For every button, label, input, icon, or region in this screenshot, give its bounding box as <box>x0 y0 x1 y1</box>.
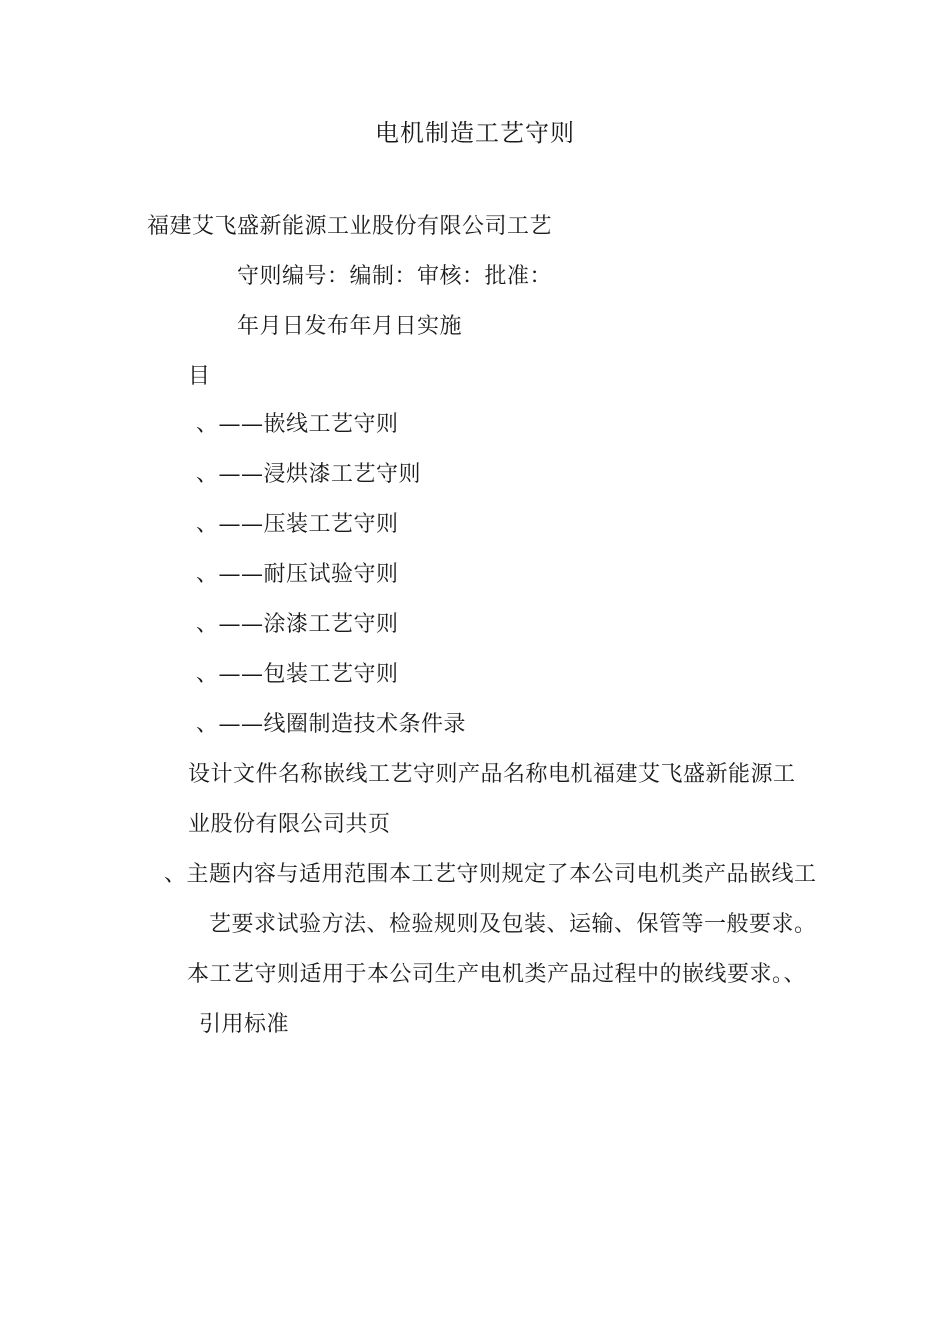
signature-line: 守则编号：编制：审核：批准： <box>237 264 553 289</box>
design-info-line-continued: 业股份有限公司共页 <box>188 812 391 837</box>
section-references-heading: 引用标准 <box>199 1012 290 1037</box>
design-info-line: 设计文件名称嵌线工艺守则产品名称电机福建艾飞盛新能源工 <box>188 762 796 787</box>
company-line: 福建艾飞盛新能源工业股份有限公司工艺 <box>147 214 553 239</box>
document-title: 电机制造工艺守则 <box>375 119 575 147</box>
toc-item: 、——浸烘漆工艺守则 <box>196 462 422 487</box>
date-line: 年月日发布年月日实施 <box>237 314 463 339</box>
toc-item: 、——压装工艺守则 <box>196 512 399 537</box>
toc-item: 、——耐压试验守则 <box>196 562 399 587</box>
section-scope-line-continued: 艺要求试验方法、检验规则及包装、运输、保管等一般要求。 <box>209 912 817 937</box>
section-scope-applicability: 本工艺守则适用于本公司生产电机类产品过程中的嵌线要求。、 <box>187 962 807 987</box>
toc-item: 、——包装工艺守则 <box>196 662 399 687</box>
toc-item: 、——线圈制造技术条件录 <box>196 712 467 737</box>
toc-item: 、——涂漆工艺守则 <box>196 612 399 637</box>
toc-heading: 目 <box>188 364 211 389</box>
toc-item: 、——嵌线工艺守则 <box>196 412 399 437</box>
section-scope-line: 、主题内容与适用范围本工艺守则规定了本公司电机类产品嵌线工 <box>164 862 817 887</box>
table-of-contents <box>196 410 466 760</box>
